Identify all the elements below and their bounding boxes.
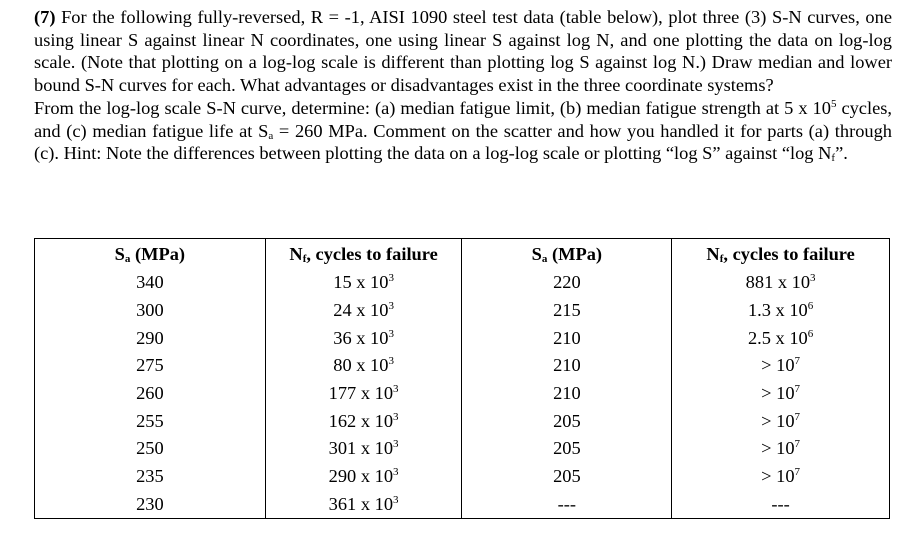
cycles-to-failure-cell: 36 x $10^3$ (265, 324, 462, 352)
exponent: 5 (830, 97, 837, 110)
table-header-row (35, 239, 890, 270)
stress-amplitude-cell: --- (462, 491, 672, 519)
stress-amplitude-cell: 215 (462, 297, 672, 325)
cycles-to-failure-cell: 2.5 x $10^6$ (672, 324, 890, 352)
problem-text-2a: From the log-log scale S-N curve, determine: (a) median fatigue limit, (b) median fatigue strength at 5 x 10 (34, 97, 831, 118)
cycles-to-failure-cell: 361 x $10^3$ (265, 491, 462, 519)
cycles-to-failure-cell: 881 x $10^3$ (672, 269, 890, 297)
problem-text-1: For the following fully-reversed, R = -1, AISI 1090 steel test data (table below), plot three (3) S-N curves, one using linear S against linear N coordinates, one using linear S against log N, and one plotting the data on log-log scale. (Note that plotting on a log-log scale is different than plotting log S against log N.) Draw median and lower bound S-N curves for each. What advantages or disadvantages exist in the three coordinate systems? (34, 7, 892, 96)
subscript: a (268, 129, 274, 142)
stress-amplitude-cell: 230 (35, 491, 266, 519)
problem-paragraph-2 (34, 97, 892, 165)
header-stress-amplitude-2: $S_a$ (MPa) (462, 239, 672, 270)
table-row (35, 463, 890, 491)
cycles-to-failure-cell: > $10^7$ (672, 352, 890, 380)
stress-amplitude-cell: 205 (462, 463, 672, 491)
table-row (35, 269, 890, 297)
stress-amplitude-cell: 250 (35, 435, 266, 463)
stress-amplitude-cell: 205 (462, 407, 672, 435)
cycles-to-failure-cell: > $10^7$ (672, 463, 890, 491)
stress-amplitude-cell: 255 (35, 407, 266, 435)
cycles-to-failure-cell: 15 x $10^3$ (265, 269, 462, 297)
test-data-table (34, 238, 890, 519)
stress-amplitude-cell: 275 (35, 352, 266, 380)
stress-amplitude-cell: 205 (462, 435, 672, 463)
stress-amplitude-cell: 300 (35, 297, 266, 325)
subscript: f (831, 152, 836, 165)
stress-amplitude-cell: 235 (35, 463, 266, 491)
cycles-to-failure-cell: 162 x $10^3$ (265, 407, 462, 435)
stress-amplitude-cell: 340 (35, 269, 266, 297)
problem-text-2b: cycles, and (c) median fatigue life at S (34, 97, 892, 141)
table-row (35, 407, 890, 435)
table-row (35, 380, 890, 408)
table-row (35, 324, 890, 352)
problem-number: (7) (34, 7, 56, 27)
cycles-to-failure-cell: > $10^7$ (672, 407, 890, 435)
cycles-to-failure-cell: 1.3 x $10^6$ (672, 297, 890, 325)
header-cycles-to-failure-1: $N_f$, cycles to failure (265, 239, 462, 270)
cycles-to-failure-cell: --- (672, 491, 890, 519)
problem-statement (34, 6, 892, 165)
cycles-to-failure-cell: 24 x $10^3$ (265, 297, 462, 325)
header-stress-amplitude-1: $S_a$ (MPa) (35, 239, 266, 270)
cycles-to-failure-cell: 301 x $10^3$ (265, 435, 462, 463)
problem-text-2d: ”. (835, 143, 848, 164)
cycles-to-failure-cell: > $10^7$ (672, 380, 890, 408)
cycles-to-failure-cell: 290 x $10^3$ (265, 463, 462, 491)
cycles-to-failure-cell: 80 x $10^3$ (265, 352, 462, 380)
table-row (35, 491, 890, 519)
stress-amplitude-cell: 210 (462, 352, 672, 380)
table-row (35, 435, 890, 463)
stress-amplitude-cell: 290 (35, 324, 266, 352)
cycles-to-failure-cell: > $10^7$ (672, 435, 890, 463)
stress-amplitude-cell: 210 (462, 380, 672, 408)
stress-amplitude-cell: 220 (462, 269, 672, 297)
problem-paragraph-1 (34, 6, 892, 97)
stress-amplitude-cell: 210 (462, 324, 672, 352)
table-row (35, 352, 890, 380)
table-row (35, 297, 890, 325)
stress-amplitude-cell: 260 (35, 380, 266, 408)
cycles-to-failure-cell: 177 x $10^3$ (265, 380, 462, 408)
problem-text-2c: = 260 MPa. Comment on the scatter and how you handled it for parts (a) through (c). Hint: Note the differences between plotting the data on a log-log scale or plotting “log S” against “log N (34, 120, 892, 164)
header-cycles-to-failure-2: $N_f$, cycles to failure (672, 239, 890, 270)
